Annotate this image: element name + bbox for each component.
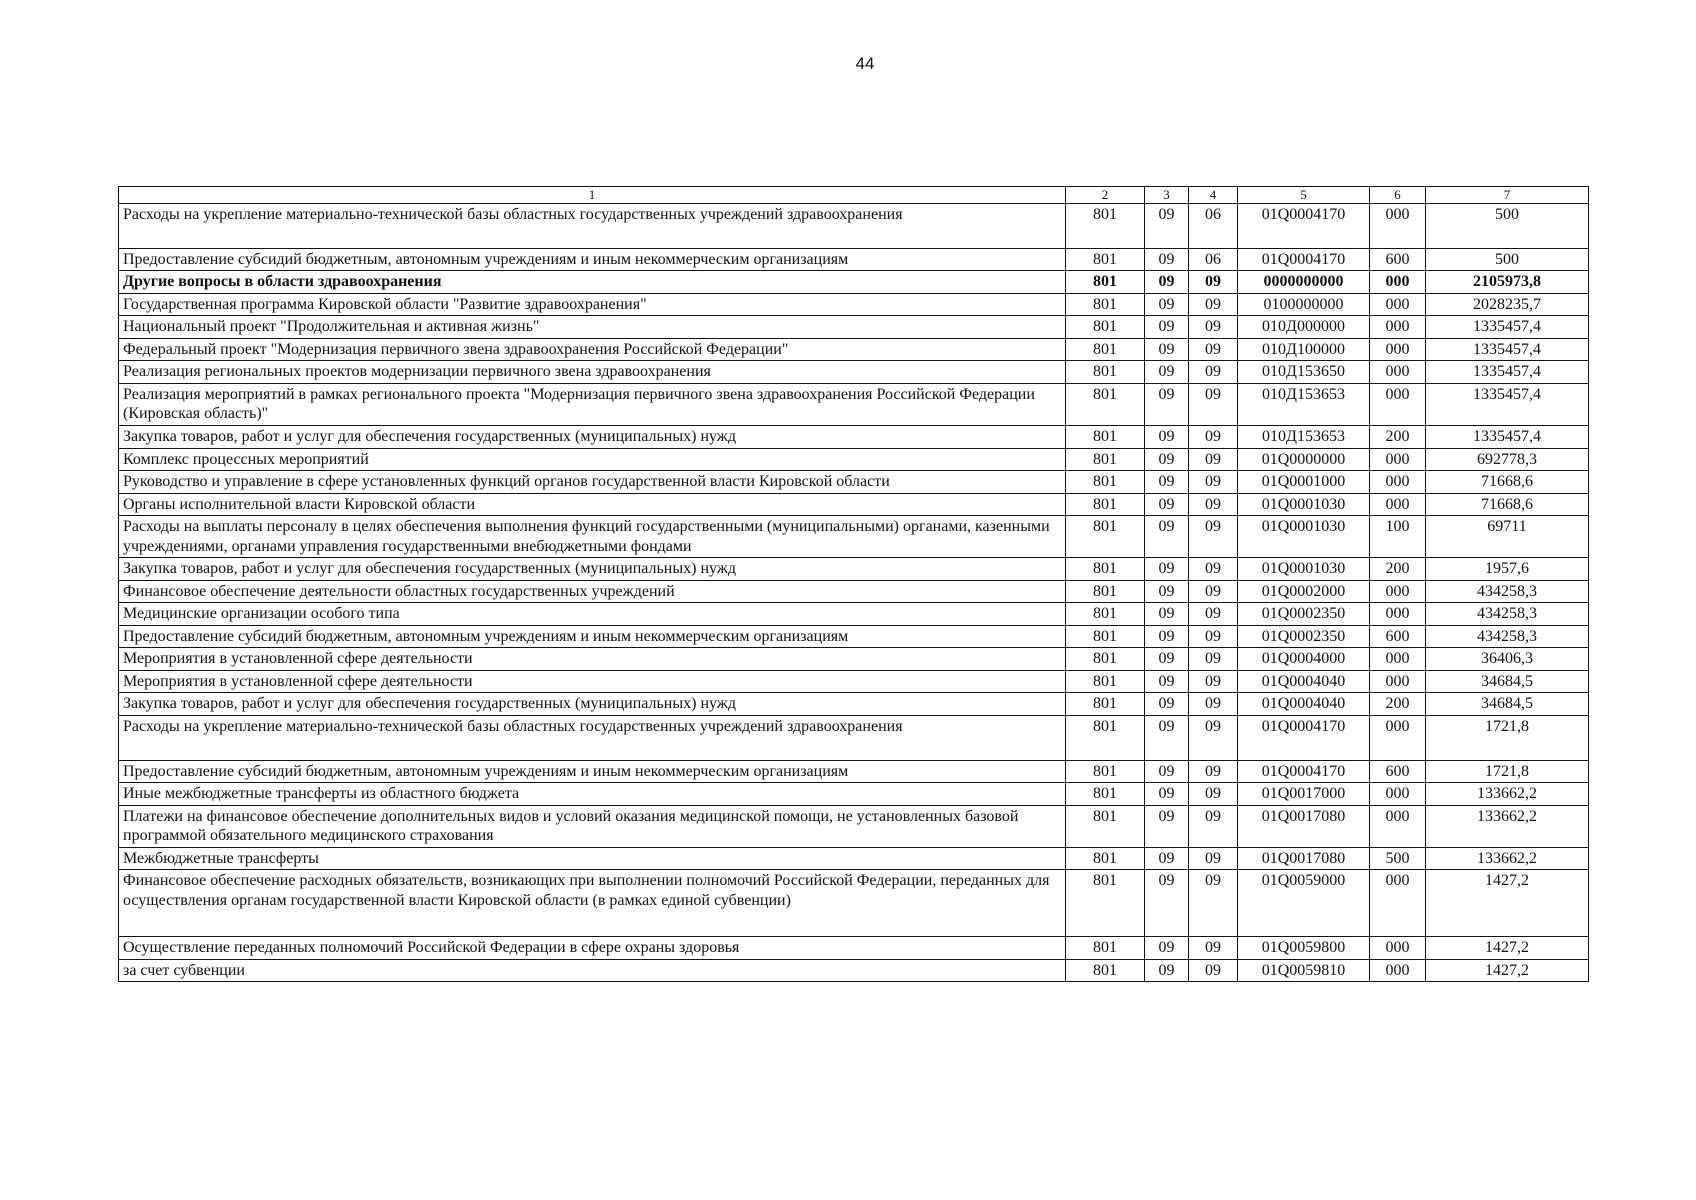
code-subsection-cell: 06 bbox=[1189, 248, 1238, 271]
code-section-cell: 09 bbox=[1145, 760, 1189, 783]
amount-cell: 434258,3 bbox=[1426, 603, 1589, 626]
amount-cell: 133662,2 bbox=[1426, 783, 1589, 806]
row-name-cell: Межбюджетные трансферты bbox=[119, 847, 1066, 870]
amount-cell: 692778,3 bbox=[1426, 448, 1589, 471]
header-cell: 7 bbox=[1426, 187, 1589, 204]
code-ministry-cell: 801 bbox=[1066, 516, 1145, 558]
code-section-cell: 09 bbox=[1145, 271, 1189, 294]
code-subsection-cell: 09 bbox=[1189, 937, 1238, 960]
code-ministry-cell: 801 bbox=[1066, 471, 1145, 494]
row-name-cell: Закупка товаров, работ и услуг для обеспечения государственных (муниципальных) нужд bbox=[119, 693, 1066, 716]
code-subsection-cell: 09 bbox=[1189, 361, 1238, 384]
code-subsection-cell: 09 bbox=[1189, 580, 1238, 603]
table-row bbox=[119, 271, 1589, 294]
code-ministry-cell: 801 bbox=[1066, 648, 1145, 671]
code-target-cell: 01Q0004040 bbox=[1238, 693, 1370, 716]
code-ministry-cell: 801 bbox=[1066, 493, 1145, 516]
code-ministry-cell: 801 bbox=[1066, 715, 1145, 760]
amount-cell: 434258,3 bbox=[1426, 580, 1589, 603]
row-name-cell: Расходы на укрепление материально-технической базы областных государственных учреждений здравоохранения bbox=[119, 203, 1066, 248]
code-target-cell: 010Д153650 bbox=[1238, 361, 1370, 384]
code-expense-type-cell: 000 bbox=[1370, 715, 1426, 760]
code-ministry-cell: 801 bbox=[1066, 625, 1145, 648]
code-expense-type-cell: 000 bbox=[1370, 361, 1426, 384]
table-row bbox=[119, 847, 1589, 870]
code-section-cell: 09 bbox=[1145, 625, 1189, 648]
code-section-cell: 09 bbox=[1145, 425, 1189, 448]
amount-cell: 71668,6 bbox=[1426, 493, 1589, 516]
table-row bbox=[119, 760, 1589, 783]
code-ministry-cell: 801 bbox=[1066, 448, 1145, 471]
code-ministry-cell: 801 bbox=[1066, 558, 1145, 581]
table-row bbox=[119, 316, 1589, 339]
code-target-cell: 01Q0059000 bbox=[1238, 870, 1370, 937]
code-ministry-cell: 801 bbox=[1066, 293, 1145, 316]
code-expense-type-cell: 000 bbox=[1370, 870, 1426, 937]
code-ministry-cell: 801 bbox=[1066, 670, 1145, 693]
code-ministry-cell: 801 bbox=[1066, 248, 1145, 271]
code-section-cell: 09 bbox=[1145, 293, 1189, 316]
code-target-cell: 0000000000 bbox=[1238, 271, 1370, 294]
code-target-cell: 01Q0001000 bbox=[1238, 471, 1370, 494]
amount-cell: 1335457,4 bbox=[1426, 383, 1589, 425]
code-section-cell: 09 bbox=[1145, 203, 1189, 248]
header-cell: 4 bbox=[1189, 187, 1238, 204]
code-subsection-cell: 09 bbox=[1189, 493, 1238, 516]
code-subsection-cell: 09 bbox=[1189, 558, 1238, 581]
code-expense-type-cell: 000 bbox=[1370, 471, 1426, 494]
code-section-cell: 09 bbox=[1145, 805, 1189, 847]
code-section-cell: 09 bbox=[1145, 383, 1189, 425]
table-row bbox=[119, 959, 1589, 982]
row-name-cell: за счет субвенции bbox=[119, 959, 1066, 982]
code-target-cell: 01Q0000000 bbox=[1238, 448, 1370, 471]
code-expense-type-cell: 000 bbox=[1370, 580, 1426, 603]
code-subsection-cell: 09 bbox=[1189, 715, 1238, 760]
amount-cell: 1957,6 bbox=[1426, 558, 1589, 581]
amount-cell: 133662,2 bbox=[1426, 805, 1589, 847]
table-row bbox=[119, 693, 1589, 716]
table-row bbox=[119, 471, 1589, 494]
code-target-cell: 01Q0017080 bbox=[1238, 805, 1370, 847]
amount-cell: 1721,8 bbox=[1426, 760, 1589, 783]
row-name-cell: Предоставление субсидий бюджетным, автономным учреждениям и иным некоммерческим организациям bbox=[119, 760, 1066, 783]
row-name-cell: Мероприятия в установленной сфере деятельности bbox=[119, 648, 1066, 671]
code-expense-type-cell: 000 bbox=[1370, 603, 1426, 626]
code-section-cell: 09 bbox=[1145, 316, 1189, 339]
code-target-cell: 010Д153653 bbox=[1238, 383, 1370, 425]
table-row bbox=[119, 937, 1589, 960]
table-row bbox=[119, 203, 1589, 248]
code-expense-type-cell: 000 bbox=[1370, 271, 1426, 294]
code-section-cell: 09 bbox=[1145, 558, 1189, 581]
row-name-cell: Мероприятия в установленной сфере деятельности bbox=[119, 670, 1066, 693]
code-target-cell: 01Q0059800 bbox=[1238, 937, 1370, 960]
code-expense-type-cell: 000 bbox=[1370, 338, 1426, 361]
code-subsection-cell: 09 bbox=[1189, 625, 1238, 648]
code-subsection-cell: 09 bbox=[1189, 760, 1238, 783]
code-section-cell: 09 bbox=[1145, 493, 1189, 516]
amount-cell: 1335457,4 bbox=[1426, 425, 1589, 448]
code-target-cell: 0100000000 bbox=[1238, 293, 1370, 316]
row-name-cell: Расходы на выплаты персоналу в целях обеспечения выполнения функций государственными (муниципальными) органами, казенными учреждениями, органами управления государственными внебюджетными фондами bbox=[119, 516, 1066, 558]
table-row bbox=[119, 603, 1589, 626]
row-name-cell: Предоставление субсидий бюджетным, автономным учреждениям и иным некоммерческим организациям bbox=[119, 248, 1066, 271]
code-target-cell: 01Q0002000 bbox=[1238, 580, 1370, 603]
table-row bbox=[119, 715, 1589, 760]
code-subsection-cell: 09 bbox=[1189, 870, 1238, 937]
code-section-cell: 09 bbox=[1145, 847, 1189, 870]
code-target-cell: 01Q0002350 bbox=[1238, 625, 1370, 648]
code-target-cell: 010Д000000 bbox=[1238, 316, 1370, 339]
amount-cell: 133662,2 bbox=[1426, 847, 1589, 870]
code-expense-type-cell: 000 bbox=[1370, 203, 1426, 248]
amount-cell: 1427,2 bbox=[1426, 959, 1589, 982]
row-name-cell: Закупка товаров, работ и услуг для обеспечения государственных (муниципальных) нужд bbox=[119, 558, 1066, 581]
code-ministry-cell: 801 bbox=[1066, 603, 1145, 626]
code-ministry-cell: 801 bbox=[1066, 383, 1145, 425]
code-target-cell: 01Q0004170 bbox=[1238, 715, 1370, 760]
code-target-cell: 01Q0004170 bbox=[1238, 760, 1370, 783]
budget-table bbox=[118, 186, 1589, 982]
page-number: 44 bbox=[855, 54, 875, 73]
code-section-cell: 09 bbox=[1145, 361, 1189, 384]
code-expense-type-cell: 000 bbox=[1370, 493, 1426, 516]
code-target-cell: 01Q0004170 bbox=[1238, 248, 1370, 271]
code-subsection-cell: 09 bbox=[1189, 383, 1238, 425]
amount-cell: 1335457,4 bbox=[1426, 316, 1589, 339]
code-ministry-cell: 801 bbox=[1066, 580, 1145, 603]
code-ministry-cell: 801 bbox=[1066, 271, 1145, 294]
code-target-cell: 01Q0001030 bbox=[1238, 493, 1370, 516]
row-name-cell: Федеральный проект "Модернизация первичного звена здравоохранения Российской Федерации" bbox=[119, 338, 1066, 361]
code-ministry-cell: 801 bbox=[1066, 870, 1145, 937]
header-cell: 6 bbox=[1370, 187, 1426, 204]
code-subsection-cell: 09 bbox=[1189, 670, 1238, 693]
code-ministry-cell: 801 bbox=[1066, 959, 1145, 982]
table-row bbox=[119, 493, 1589, 516]
code-expense-type-cell: 200 bbox=[1370, 425, 1426, 448]
code-expense-type-cell: 000 bbox=[1370, 783, 1426, 806]
code-ministry-cell: 801 bbox=[1066, 783, 1145, 806]
row-name-cell: Другие вопросы в области здравоохранения bbox=[119, 271, 1066, 294]
code-target-cell: 01Q0017080 bbox=[1238, 847, 1370, 870]
code-expense-type-cell: 000 bbox=[1370, 316, 1426, 339]
amount-cell: 500 bbox=[1426, 248, 1589, 271]
amount-cell: 34684,5 bbox=[1426, 670, 1589, 693]
code-section-cell: 09 bbox=[1145, 693, 1189, 716]
code-section-cell: 09 bbox=[1145, 959, 1189, 982]
amount-cell: 1427,2 bbox=[1426, 870, 1589, 937]
amount-cell: 1335457,4 bbox=[1426, 361, 1589, 384]
code-subsection-cell: 09 bbox=[1189, 847, 1238, 870]
code-subsection-cell: 09 bbox=[1189, 603, 1238, 626]
row-name-cell: Финансовое обеспечение расходных обязательств, возникающих при выполнении полномочий Российской Федерации, переданных для осуществления органам государственной власти Кировской области (в рамках единой субвенции) bbox=[119, 870, 1066, 937]
code-subsection-cell: 09 bbox=[1189, 805, 1238, 847]
amount-cell: 36406,3 bbox=[1426, 648, 1589, 671]
amount-cell: 69711 bbox=[1426, 516, 1589, 558]
code-target-cell: 01Q0002350 bbox=[1238, 603, 1370, 626]
header-cell: 5 bbox=[1238, 187, 1370, 204]
code-expense-type-cell: 000 bbox=[1370, 293, 1426, 316]
code-expense-type-cell: 600 bbox=[1370, 248, 1426, 271]
row-name-cell: Закупка товаров, работ и услуг для обеспечения государственных (муниципальных) нужд bbox=[119, 425, 1066, 448]
code-ministry-cell: 801 bbox=[1066, 203, 1145, 248]
code-subsection-cell: 09 bbox=[1189, 338, 1238, 361]
code-target-cell: 010Д100000 bbox=[1238, 338, 1370, 361]
code-section-cell: 09 bbox=[1145, 870, 1189, 937]
code-subsection-cell: 09 bbox=[1189, 448, 1238, 471]
code-ministry-cell: 801 bbox=[1066, 937, 1145, 960]
code-section-cell: 09 bbox=[1145, 603, 1189, 626]
row-name-cell: Руководство и управление в сфере установленных функций органов государственной власти Кировской области bbox=[119, 471, 1066, 494]
row-name-cell: Медицинские организации особого типа bbox=[119, 603, 1066, 626]
code-target-cell: 01Q0004170 bbox=[1238, 203, 1370, 248]
code-section-cell: 09 bbox=[1145, 937, 1189, 960]
code-subsection-cell: 09 bbox=[1189, 516, 1238, 558]
table-row bbox=[119, 361, 1589, 384]
code-subsection-cell: 09 bbox=[1189, 271, 1238, 294]
code-ministry-cell: 801 bbox=[1066, 693, 1145, 716]
code-subsection-cell: 09 bbox=[1189, 293, 1238, 316]
table-row bbox=[119, 293, 1589, 316]
code-target-cell: 010Д153653 bbox=[1238, 425, 1370, 448]
table-row bbox=[119, 516, 1589, 558]
code-section-cell: 09 bbox=[1145, 248, 1189, 271]
code-expense-type-cell: 200 bbox=[1370, 693, 1426, 716]
code-expense-type-cell: 000 bbox=[1370, 448, 1426, 471]
code-section-cell: 09 bbox=[1145, 715, 1189, 760]
code-expense-type-cell: 000 bbox=[1370, 959, 1426, 982]
row-name-cell: Комплекс процессных мероприятий bbox=[119, 448, 1066, 471]
amount-cell: 1427,2 bbox=[1426, 937, 1589, 960]
row-name-cell: Осуществление переданных полномочий Российской Федерации в сфере охраны здоровья bbox=[119, 937, 1066, 960]
amount-cell: 1721,8 bbox=[1426, 715, 1589, 760]
code-target-cell: 01Q0017000 bbox=[1238, 783, 1370, 806]
row-name-cell: Государственная программа Кировской области "Развитие здравоохранения" bbox=[119, 293, 1066, 316]
row-name-cell: Расходы на укрепление материально-технической базы областных государственных учреждений здравоохранения bbox=[119, 715, 1066, 760]
row-name-cell: Финансовое обеспечение деятельности областных государственных учреждений bbox=[119, 580, 1066, 603]
code-ministry-cell: 801 bbox=[1066, 805, 1145, 847]
code-section-cell: 09 bbox=[1145, 670, 1189, 693]
code-ministry-cell: 801 bbox=[1066, 847, 1145, 870]
amount-cell: 500 bbox=[1426, 203, 1589, 248]
header-cell: 2 bbox=[1066, 187, 1145, 204]
table-body bbox=[119, 203, 1589, 981]
table-row bbox=[119, 670, 1589, 693]
code-expense-type-cell: 000 bbox=[1370, 805, 1426, 847]
row-name-cell: Органы исполнительной власти Кировской области bbox=[119, 493, 1066, 516]
row-name-cell: Платежи на финансовое обеспечение дополнительных видов и условий оказания медицинской помощи, не установленных базовой программой обязательного медицинского страхования bbox=[119, 805, 1066, 847]
code-expense-type-cell: 200 bbox=[1370, 558, 1426, 581]
table-row bbox=[119, 248, 1589, 271]
amount-cell: 1335457,4 bbox=[1426, 338, 1589, 361]
code-expense-type-cell: 000 bbox=[1370, 648, 1426, 671]
code-expense-type-cell: 000 bbox=[1370, 937, 1426, 960]
code-section-cell: 09 bbox=[1145, 580, 1189, 603]
table-row bbox=[119, 870, 1589, 937]
code-subsection-cell: 09 bbox=[1189, 425, 1238, 448]
row-name-cell: Реализация региональных проектов модернизации первичного звена здравоохранения bbox=[119, 361, 1066, 384]
code-target-cell: 01Q0001030 bbox=[1238, 558, 1370, 581]
code-target-cell: 01Q0059810 bbox=[1238, 959, 1370, 982]
code-expense-type-cell: 000 bbox=[1370, 383, 1426, 425]
code-ministry-cell: 801 bbox=[1066, 425, 1145, 448]
code-subsection-cell: 09 bbox=[1189, 648, 1238, 671]
code-target-cell: 01Q0004040 bbox=[1238, 670, 1370, 693]
code-section-cell: 09 bbox=[1145, 516, 1189, 558]
table-row bbox=[119, 805, 1589, 847]
amount-cell: 2105973,8 bbox=[1426, 271, 1589, 294]
code-ministry-cell: 801 bbox=[1066, 316, 1145, 339]
table-row bbox=[119, 625, 1589, 648]
table-row bbox=[119, 448, 1589, 471]
amount-cell: 71668,6 bbox=[1426, 471, 1589, 494]
code-ministry-cell: 801 bbox=[1066, 338, 1145, 361]
table-row bbox=[119, 558, 1589, 581]
code-subsection-cell: 09 bbox=[1189, 316, 1238, 339]
code-section-cell: 09 bbox=[1145, 783, 1189, 806]
code-section-cell: 09 bbox=[1145, 648, 1189, 671]
code-expense-type-cell: 000 bbox=[1370, 670, 1426, 693]
code-target-cell: 01Q0004000 bbox=[1238, 648, 1370, 671]
row-name-cell: Предоставление субсидий бюджетным, автономным учреждениям и иным некоммерческим организациям bbox=[119, 625, 1066, 648]
table-row bbox=[119, 580, 1589, 603]
header-row bbox=[119, 187, 1589, 204]
code-expense-type-cell: 600 bbox=[1370, 760, 1426, 783]
header-cell: 3 bbox=[1145, 187, 1189, 204]
table-row bbox=[119, 648, 1589, 671]
amount-cell: 34684,5 bbox=[1426, 693, 1589, 716]
table-row bbox=[119, 425, 1589, 448]
header-cell: 1 bbox=[119, 187, 1066, 204]
row-name-cell: Реализация мероприятий в рамках регионального проекта "Модернизация первичного звена здравоохранения Российской Федерации (Кировская область)" bbox=[119, 383, 1066, 425]
table-row bbox=[119, 338, 1589, 361]
table-row bbox=[119, 383, 1589, 425]
code-subsection-cell: 09 bbox=[1189, 783, 1238, 806]
code-subsection-cell: 09 bbox=[1189, 693, 1238, 716]
code-subsection-cell: 06 bbox=[1189, 203, 1238, 248]
code-subsection-cell: 09 bbox=[1189, 959, 1238, 982]
code-expense-type-cell: 500 bbox=[1370, 847, 1426, 870]
code-subsection-cell: 09 bbox=[1189, 471, 1238, 494]
code-ministry-cell: 801 bbox=[1066, 361, 1145, 384]
table-row bbox=[119, 783, 1589, 806]
code-section-cell: 09 bbox=[1145, 448, 1189, 471]
row-name-cell: Иные межбюджетные трансферты из областного бюджета bbox=[119, 783, 1066, 806]
code-ministry-cell: 801 bbox=[1066, 760, 1145, 783]
code-expense-type-cell: 100 bbox=[1370, 516, 1426, 558]
code-section-cell: 09 bbox=[1145, 471, 1189, 494]
code-expense-type-cell: 600 bbox=[1370, 625, 1426, 648]
code-target-cell: 01Q0001030 bbox=[1238, 516, 1370, 558]
amount-cell: 434258,3 bbox=[1426, 625, 1589, 648]
row-name-cell: Национальный проект "Продолжительная и активная жизнь" bbox=[119, 316, 1066, 339]
code-section-cell: 09 bbox=[1145, 338, 1189, 361]
amount-cell: 2028235,7 bbox=[1426, 293, 1589, 316]
